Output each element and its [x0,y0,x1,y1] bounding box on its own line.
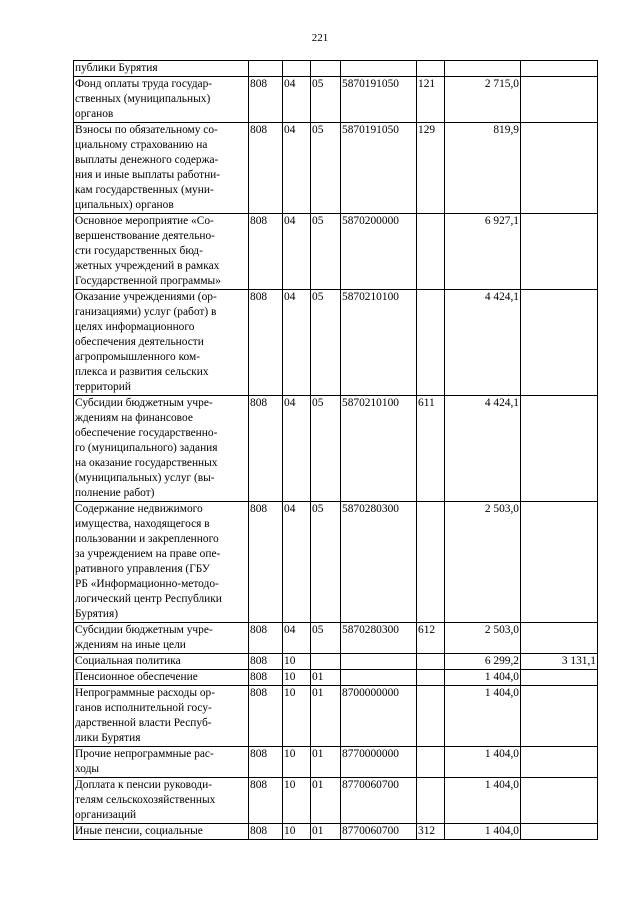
row-name-line: дарственной власти Респуб- [75,717,212,729]
ministry-code-cell: 808 [249,824,283,840]
target-article-cell: 5870191050 [341,77,417,123]
amount-cell: 2 503,0 [445,623,521,654]
row-name-cell [74,214,249,290]
expense-type-cell [417,778,445,824]
extra-amount-cell [521,824,598,840]
expense-type-cell [417,61,445,77]
table-row [74,747,598,778]
row-name-line: публики Бурятия [75,62,158,74]
section-code-cell: 10 [283,670,311,686]
ministry-code-cell: 808 [249,778,283,824]
row-name-cell [74,396,249,502]
row-name-cell [74,686,249,747]
subsection-code-cell: 05 [311,123,341,214]
subsection-code-cell: 05 [311,290,341,396]
table-body [74,61,598,840]
row-name-line: ственных (муниципальных) [75,93,211,105]
target-article-cell: 5870210100 [341,396,417,502]
amount-cell: 2 503,0 [445,502,521,623]
table-row [74,623,598,654]
extra-amount-cell [521,61,598,77]
target-article-cell [341,61,417,77]
ministry-code-cell: 808 [249,396,283,502]
row-name-line: Содержание недвижимого [75,503,203,515]
extra-amount-cell [521,778,598,824]
row-name-line: логический центр Республики [75,593,222,605]
row-name-line: имущества, находящегося в [75,518,210,530]
row-name-line: агропромышленного ком- [75,351,201,363]
target-article-cell: 8770060700 [341,824,417,840]
section-code-cell: 04 [283,623,311,654]
amount-cell [445,61,521,77]
extra-amount-cell [521,396,598,502]
target-article-cell: 5870200000 [341,214,417,290]
row-name-line: Доплата к пенсии руководи- [75,779,212,791]
budget-table [73,60,598,840]
row-name-line: Бурятия) [75,608,118,620]
row-name-line: сти государственных бюд- [75,245,203,257]
row-name-line: на оказание государственных [75,457,218,469]
target-article-cell [341,654,417,670]
row-name-cell [74,290,249,396]
target-article-cell: 5870280300 [341,502,417,623]
row-name-cell [74,61,249,77]
subsection-code-cell: 01 [311,824,341,840]
ministry-code-cell: 808 [249,670,283,686]
target-article-cell: 5870191050 [341,123,417,214]
row-name-cell [74,778,249,824]
expense-type-cell: 612 [417,623,445,654]
section-code-cell: 04 [283,502,311,623]
section-code-cell: 04 [283,123,311,214]
row-name-line: ходы [75,763,100,775]
ministry-code-cell: 808 [249,502,283,623]
row-name-line: ганов исполнительной госу- [75,702,212,714]
row-name-line: ния и иные выплаты работни- [75,169,221,181]
row-name-line: ративного управления (ГБУ [75,563,211,575]
extra-amount-cell [521,502,598,623]
extra-amount-cell [521,623,598,654]
row-name-line: телям сельскохозяйственных [75,794,216,806]
expense-type-cell [417,670,445,686]
extra-amount-cell [521,686,598,747]
extra-amount-cell: 3 131,1 [521,654,598,670]
expense-type-cell [417,290,445,396]
row-name-line: Государственной программы» [75,275,221,287]
expense-type-cell [417,686,445,747]
row-name-line: плекса и развития сельских [75,366,209,378]
row-name-line: организаций [75,809,137,821]
ministry-code-cell: 808 [249,623,283,654]
page-number: 221 [311,32,329,44]
amount-cell: 4 424,1 [445,290,521,396]
row-name-line: жетных учреждений в рамках [75,260,220,272]
row-name-cell [74,747,249,778]
amount-cell: 1 404,0 [445,747,521,778]
row-name-line: Прочие непрограммные рас- [75,748,214,760]
row-name-cell [74,654,249,670]
row-name-line: Основное мероприятие «Со- [75,215,214,227]
section-code-cell: 10 [283,654,311,670]
row-name-cell [74,670,249,686]
row-name-line: лики Бурятия [75,732,141,744]
expense-type-cell [417,214,445,290]
row-name-line: РБ «Информационно-методо- [75,578,219,590]
extra-amount-cell [521,77,598,123]
amount-cell: 6 927,1 [445,214,521,290]
table-row [74,654,598,670]
table-row [74,778,598,824]
row-name-cell [74,123,249,214]
row-name-cell [74,824,249,840]
table-row [74,396,598,502]
subsection-code-cell [311,654,341,670]
ministry-code-cell: 808 [249,747,283,778]
table-row [74,61,598,77]
ministry-code-cell: 808 [249,290,283,396]
target-article-cell: 8770060700 [341,778,417,824]
target-article-cell: 5870280300 [341,623,417,654]
table-row [74,214,598,290]
row-name-line: пользовании и закрепленного [75,533,219,545]
row-name-line: за учреждением на праве опе- [75,548,221,560]
row-name-line: вершенствование деятельно- [75,230,215,242]
amount-cell: 4 424,1 [445,396,521,502]
section-code-cell: 04 [283,77,311,123]
table-row [74,686,598,747]
row-name-line: территорий [75,381,131,393]
target-article-cell: 8770000000 [341,747,417,778]
row-name-line: обеспечение государственно- [75,427,218,439]
ministry-code-cell: 808 [249,654,283,670]
ministry-code-cell: 808 [249,123,283,214]
expense-type-cell [417,747,445,778]
subsection-code-cell: 01 [311,778,341,824]
row-name-line: Субсидии бюджетным учре- [75,397,213,409]
amount-cell: 1 404,0 [445,778,521,824]
section-code-cell: 10 [283,686,311,747]
row-name-line: циальному страхованию на [75,139,208,151]
section-code-cell: 04 [283,214,311,290]
row-name-line: ципальных) органов [75,199,174,211]
subsection-code-cell: 01 [311,686,341,747]
section-code-cell: 10 [283,824,311,840]
row-name-line: ганизациями) услуг (работ) в [75,306,217,318]
row-name-line: Непрограммные расходы ор- [75,687,216,699]
extra-amount-cell [521,747,598,778]
target-article-cell [341,670,417,686]
amount-cell: 1 404,0 [445,670,521,686]
subsection-code-cell: 05 [311,623,341,654]
row-name-line: полнение работ) [75,487,155,499]
extra-amount-cell [521,290,598,396]
row-name-line: выплаты денежного содержа- [75,154,219,166]
row-name-line: ждениям на иные цели [75,639,186,651]
table-row [74,77,598,123]
target-article-cell: 5870210100 [341,290,417,396]
section-code-cell: 10 [283,747,311,778]
amount-cell: 2 715,0 [445,77,521,123]
table-row [74,290,598,396]
expense-type-cell [417,654,445,670]
row-name-line: Субсидии бюджетным учре- [75,624,213,636]
ministry-code-cell: 808 [249,214,283,290]
section-code-cell: 04 [283,396,311,502]
expense-type-cell: 129 [417,123,445,214]
row-name-line: обеспечения деятельности [75,336,204,348]
subsection-code-cell: 05 [311,502,341,623]
expense-type-cell: 312 [417,824,445,840]
row-name-line: кам государственных (муни- [75,184,214,196]
ministry-code-cell: 808 [249,77,283,123]
row-name-line: Пенсионное обеспечение [75,671,198,683]
extra-amount-cell [521,214,598,290]
row-name-cell [74,502,249,623]
target-article-cell: 8700000000 [341,686,417,747]
ministry-code-cell: 808 [249,686,283,747]
row-name-cell [74,77,249,123]
table-row [74,123,598,214]
expense-type-cell: 611 [417,396,445,502]
expense-type-cell: 121 [417,77,445,123]
row-name-line: го (муниципального) задания [75,442,218,454]
expense-type-cell [417,502,445,623]
row-name-line: Взносы по обязательному со- [75,124,218,136]
ministry-code-cell [249,61,283,77]
extra-amount-cell [521,670,598,686]
table-row [74,824,598,840]
row-name-line: целях информационного [75,321,195,333]
subsection-code-cell: 01 [311,670,341,686]
row-name-line: Фонд оплаты труда государ- [75,78,213,90]
row-name-line: Оказание учреждениями (ор- [75,291,217,303]
row-name-line: Социальная политика [75,655,181,667]
subsection-code-cell: 05 [311,214,341,290]
section-code-cell [283,61,311,77]
subsection-code-cell [311,61,341,77]
subsection-code-cell: 05 [311,77,341,123]
table-row [74,502,598,623]
section-code-cell: 10 [283,778,311,824]
row-name-cell [74,623,249,654]
row-name-line: органов [75,108,114,120]
amount-cell: 819,9 [445,123,521,214]
extra-amount-cell [521,123,598,214]
amount-cell: 1 404,0 [445,824,521,840]
subsection-code-cell: 01 [311,747,341,778]
amount-cell: 6 299,2 [445,654,521,670]
amount-cell: 1 404,0 [445,686,521,747]
row-name-line: (муниципальных) услуг (вы- [75,472,215,484]
row-name-line: Иные пенсии, социальные [75,825,203,837]
table-row [74,670,598,686]
section-code-cell: 04 [283,290,311,396]
subsection-code-cell: 05 [311,396,341,502]
row-name-line: ждениям на финансовое [75,412,193,424]
